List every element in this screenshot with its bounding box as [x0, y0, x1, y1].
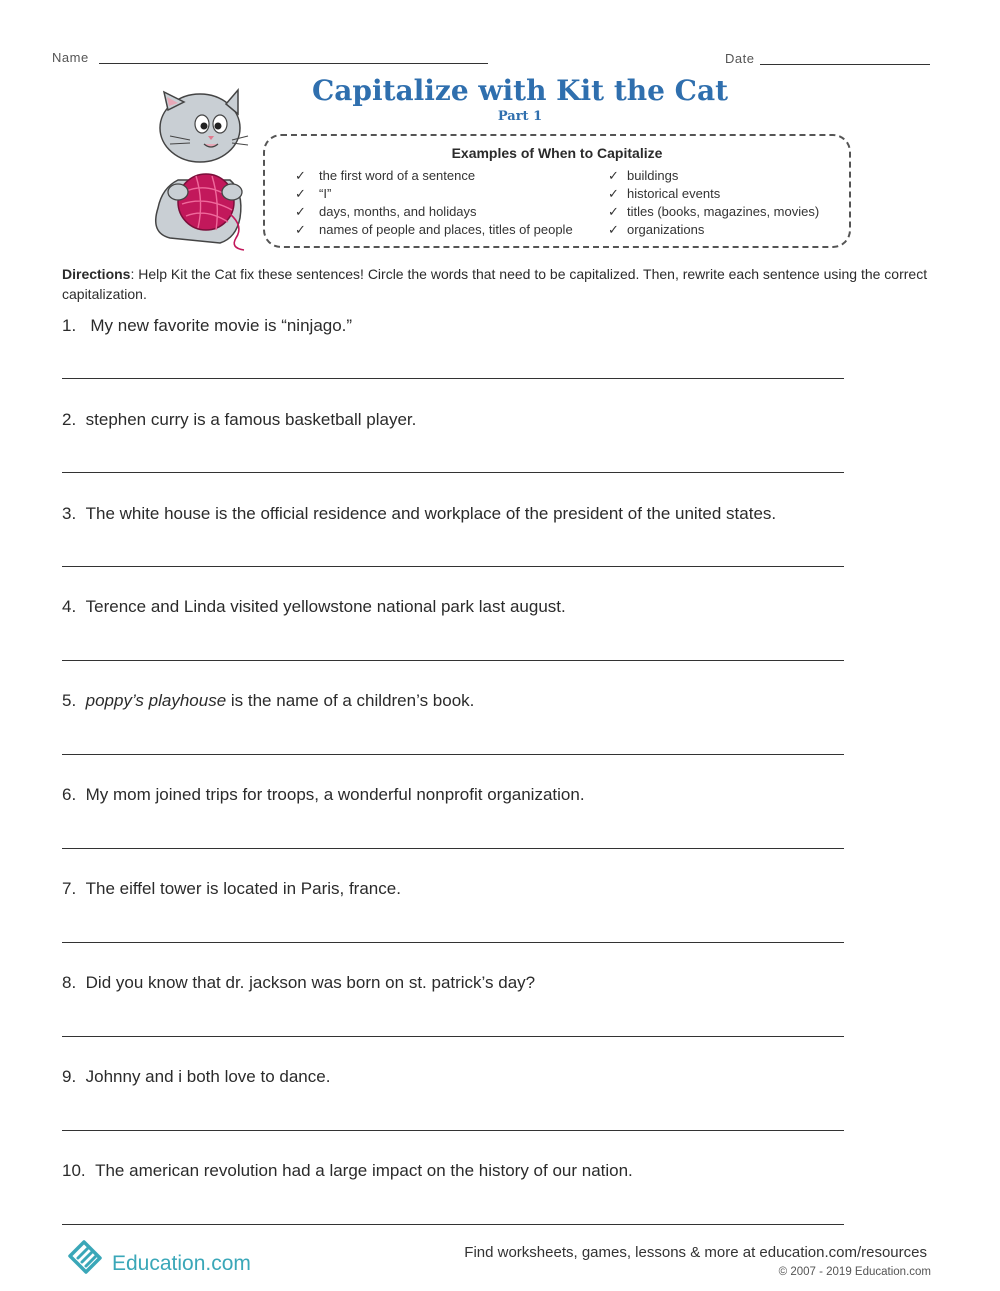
question-1 — [62, 316, 352, 336]
date-label: Date — [725, 51, 755, 66]
answer-line-10[interactable] — [62, 1224, 844, 1225]
question-book-title: poppy’s playhouse — [85, 691, 227, 710]
question-number: 3. — [62, 504, 77, 523]
question-number: 8. — [62, 973, 77, 992]
question-8 — [62, 973, 535, 993]
check-icon: ✓ — [608, 222, 619, 237]
date-line[interactable] — [760, 64, 930, 65]
question-number: 4. — [62, 597, 77, 616]
check-icon: ✓ — [295, 222, 306, 237]
page-title: Capitalize with Kit the Cat — [311, 74, 729, 107]
example-item: the first word of a sentence — [319, 168, 476, 183]
example-item: buildings — [627, 168, 679, 183]
question-number: 7. — [62, 879, 77, 898]
answer-line-4[interactable] — [62, 660, 844, 661]
question-text: is the name of a children’s book. — [226, 691, 475, 710]
directions — [62, 264, 942, 304]
example-item: days, months, and holidays — [319, 204, 477, 219]
check-icon: ✓ — [608, 204, 619, 219]
directions-label: Directions — [62, 266, 131, 282]
answer-line-8[interactable] — [62, 1036, 844, 1037]
check-icon: ✓ — [608, 186, 619, 201]
question-number: 2. — [62, 410, 77, 429]
examples-heading: Examples of When to Capitalize — [451, 145, 663, 161]
question-number: 5. — [62, 691, 77, 710]
question-5 — [62, 691, 474, 711]
question-number: 10. — [62, 1161, 86, 1180]
name-label: Name — [52, 50, 89, 65]
answer-line-2[interactable] — [62, 472, 844, 473]
question-text: The american revolution had a large impact on the history of our nation. — [95, 1161, 633, 1180]
footer-tagline: Find worksheets, games, lessons & more at education.com/resources — [464, 1244, 927, 1261]
question-text: My mom joined trips for troops, a wonderful nonprofit organization. — [85, 785, 585, 804]
page-subtitle: Part 1 — [497, 109, 543, 124]
check-icon: ✓ — [295, 186, 306, 201]
question-3 — [62, 504, 776, 524]
question-text: Did you know that dr. jackson was born on st. patrick’s day? — [85, 973, 536, 992]
answer-line-3[interactable] — [62, 566, 844, 567]
question-4 — [62, 597, 566, 617]
example-item: “I” — [319, 186, 332, 201]
question-9 — [62, 1067, 330, 1087]
answer-line-9[interactable] — [62, 1130, 844, 1131]
example-item: names of people and places, titles of people — [319, 222, 573, 237]
question-text: The eiffel tower is located in Paris, france. — [85, 879, 401, 898]
question-number: 9. — [62, 1067, 77, 1086]
question-7 — [62, 879, 401, 899]
example-item: organizations — [627, 222, 705, 237]
question-text: Johnny and i both love to dance. — [85, 1067, 331, 1086]
question-2 — [62, 410, 416, 430]
question-text: My new favorite movie is “ninjago.” — [90, 316, 353, 335]
check-icon: ✓ — [295, 168, 306, 183]
check-icon: ✓ — [295, 204, 306, 219]
education-logo-text[interactable]: Education.com — [112, 1252, 251, 1275]
question-6 — [62, 785, 585, 805]
education-logo-icon — [66, 1234, 110, 1278]
question-text: The white house is the official residence and workplace of the president of the united states. — [85, 504, 777, 523]
name-line[interactable] — [99, 63, 488, 64]
answer-line-7[interactable] — [62, 942, 844, 943]
footer-copyright: © 2007 - 2019 Education.com — [778, 1266, 931, 1278]
question-text: stephen curry is a famous basketball player. — [85, 410, 417, 429]
question-text: Terence and Linda visited yellowstone national park last august. — [85, 597, 566, 616]
answer-line-5[interactable] — [62, 754, 844, 755]
directions-text: : Help Kit the Cat fix these sentences! Circle the words that need to be capitalized. Then, rewrite each sentence using the correct capitalization. — [62, 266, 928, 302]
example-item: titles (books, magazines, movies) — [627, 204, 820, 219]
answer-line-1[interactable] — [62, 378, 844, 379]
check-icon: ✓ — [608, 168, 619, 183]
question-10 — [62, 1161, 633, 1181]
example-item: historical events — [627, 186, 721, 201]
question-number: 6. — [62, 785, 77, 804]
answer-line-6[interactable] — [62, 848, 844, 849]
question-number: 1. — [62, 316, 77, 335]
